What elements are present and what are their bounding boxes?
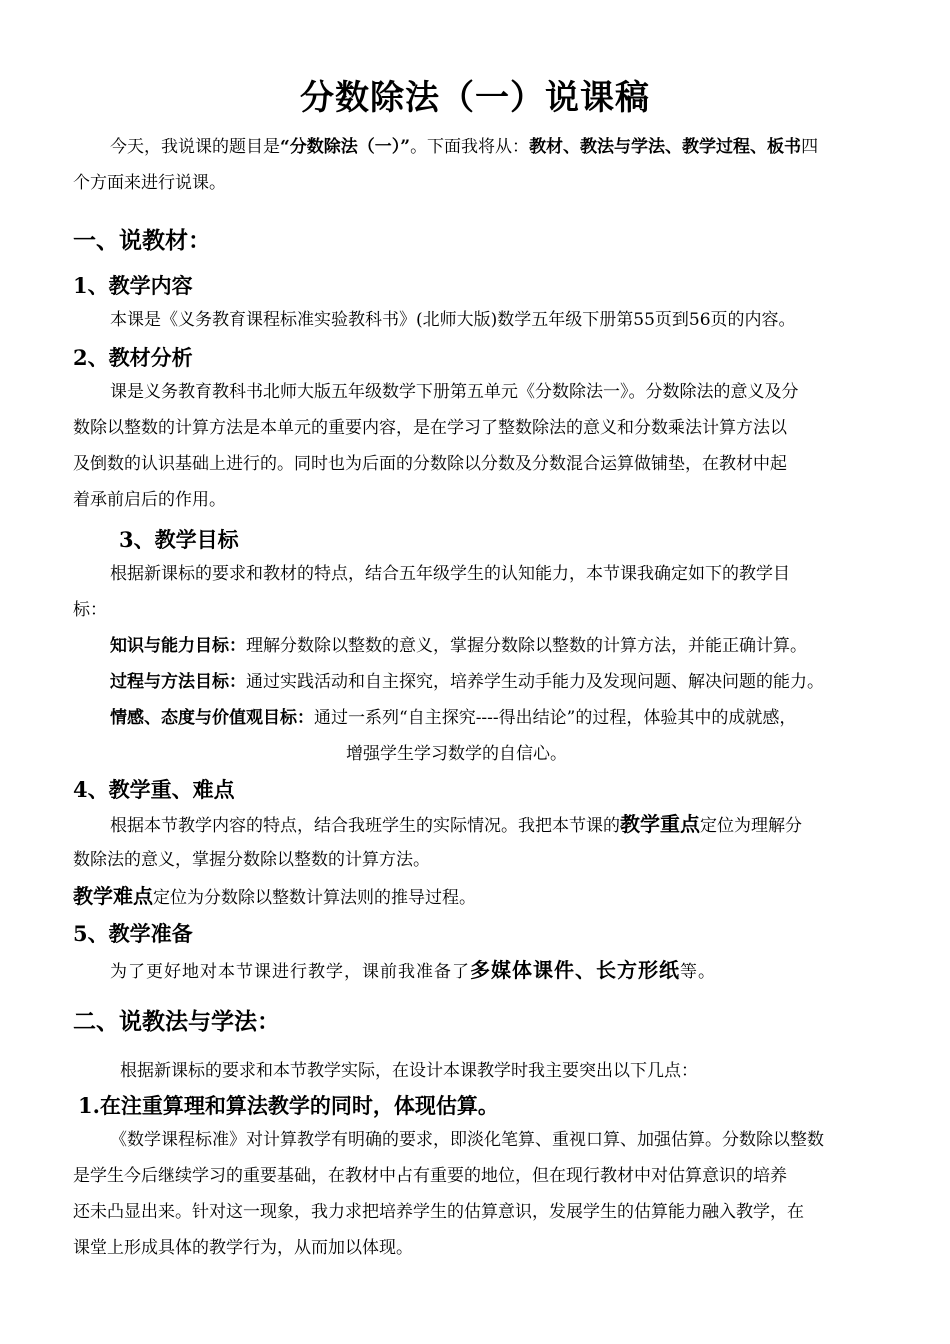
para-text: 等。 [680, 962, 716, 982]
intro-text: 今天，我说课的题目是 [110, 137, 280, 157]
goal-emotion-cont: 增强学生学习数学的自信心。 [346, 744, 567, 764]
goal-text: 通过实践活动和自主探究，培养学生动手能力及发现问题、解决问题的能力。 [246, 672, 824, 692]
intro-aspects: 教材、教法与学法、教学过程、板书 [529, 137, 802, 157]
paragraph-line: 还未凸显出来。针对这一现象，我力求把培养学生的估算意识，发展学生的估算能力融入教学，在 [73, 1202, 804, 1222]
intro-text: 四 [801, 137, 819, 157]
para-text: 根据本节教学内容的特点，结合我班学生的实际情况。我把本节课的 [110, 816, 620, 836]
para-text: 为了更好地对本节课进行教学，课前我准备了 [110, 962, 470, 982]
difficulty-term: 教学难点 [73, 884, 153, 908]
subsection-heading: 3、教学目标 [119, 527, 239, 552]
para-text: 定位为分数除以整数计算法则的推导过程。 [153, 888, 476, 908]
subsection-heading: 2、教材分析 [73, 345, 193, 370]
paragraph-line [110, 953, 716, 989]
paragraph-line: 是学生今后继续学习的重要基础，在教材中占有重要的地位，但在现行教材中对估算意识的培养 [73, 1166, 787, 1186]
goal-knowledge [110, 629, 807, 663]
paragraph-line: 根据新课标的要求和本节教学实际，在设计本课教学时我主要突出以下几点： [120, 1061, 698, 1081]
intro-text: 。下面我将从： [410, 137, 530, 157]
section-heading: 一、说教材： [73, 227, 211, 254]
paragraph-line: 课是义务教育教科书北师大版五年级数学下册第五单元《分数除法一》。分数除法的意义及分 [110, 382, 799, 402]
paragraph-line [110, 807, 802, 843]
subsection-heading: 4、教学重、难点 [73, 777, 235, 802]
paragraph-line: 数除法的意义，掌握分数除以整数的计算方法。 [73, 850, 430, 870]
paragraph-line: 根据新课标的要求和教材的特点，结合五年级学生的认知能力，本节课我确定如下的教学目 [110, 564, 790, 584]
paragraph-line: 数除以整数的计算方法是本单元的重要内容，是在学习了整数除法的意义和分数乘法计算方法以 [73, 418, 787, 438]
subsection-heading: 1、教学内容 [73, 273, 193, 298]
intro-line-2: 个方面来进行说课。 [73, 173, 226, 193]
paragraph-line: 标： [73, 600, 107, 620]
intro-line-1 [110, 130, 818, 164]
goal-text: 理解分数除以整数的意义，掌握分数除以整数的计算方法，并能正确计算。 [246, 636, 807, 656]
goal-label: 过程与方法目标： [110, 672, 246, 692]
para-text: 定位为理解分 [700, 816, 802, 836]
prep-materials: 多媒体课件、长方形纸 [470, 958, 680, 982]
goal-text: 通过一系列“自主探究----得出结论”的过程，体验其中的成就感， [314, 708, 797, 728]
lesson-topic: “分数除法（一）” [280, 137, 411, 157]
point-heading: 1.在注重算理和算法教学的同时，体现估算。 [78, 1093, 499, 1118]
goal-process [110, 665, 824, 699]
goal-label: 知识与能力目标： [110, 636, 246, 656]
paragraph-line: 本课是《义务教育课程标准实验教科书》(北师大版)数学五年级下册第55页到56页的内容。 [110, 310, 796, 330]
section-heading: 二、说教法与学法： [73, 1008, 280, 1035]
paragraph-line: 及倒数的认识基础上进行的。同时也为后面的分数除以分数及分数混合运算做铺垫，在教材中起 [73, 454, 787, 474]
subsection-heading: 5、教学准备 [73, 921, 193, 946]
paragraph-line: 课堂上形成具体的教学行为，从而加以体现。 [73, 1238, 413, 1258]
document-title: 分数除法（一）说课稿 [300, 78, 650, 118]
goal-label: 情感、态度与价值观目标： [110, 708, 314, 728]
paragraph-line: 着承前启后的作用。 [73, 490, 226, 510]
paragraph-line: 《数学课程标准》对计算教学有明确的要求，即淡化笔算、重视口算、加强估算。分数除以整数 [110, 1130, 824, 1150]
key-point-term: 教学重点 [620, 812, 700, 836]
goal-emotion [110, 701, 796, 735]
paragraph-line [73, 879, 476, 915]
